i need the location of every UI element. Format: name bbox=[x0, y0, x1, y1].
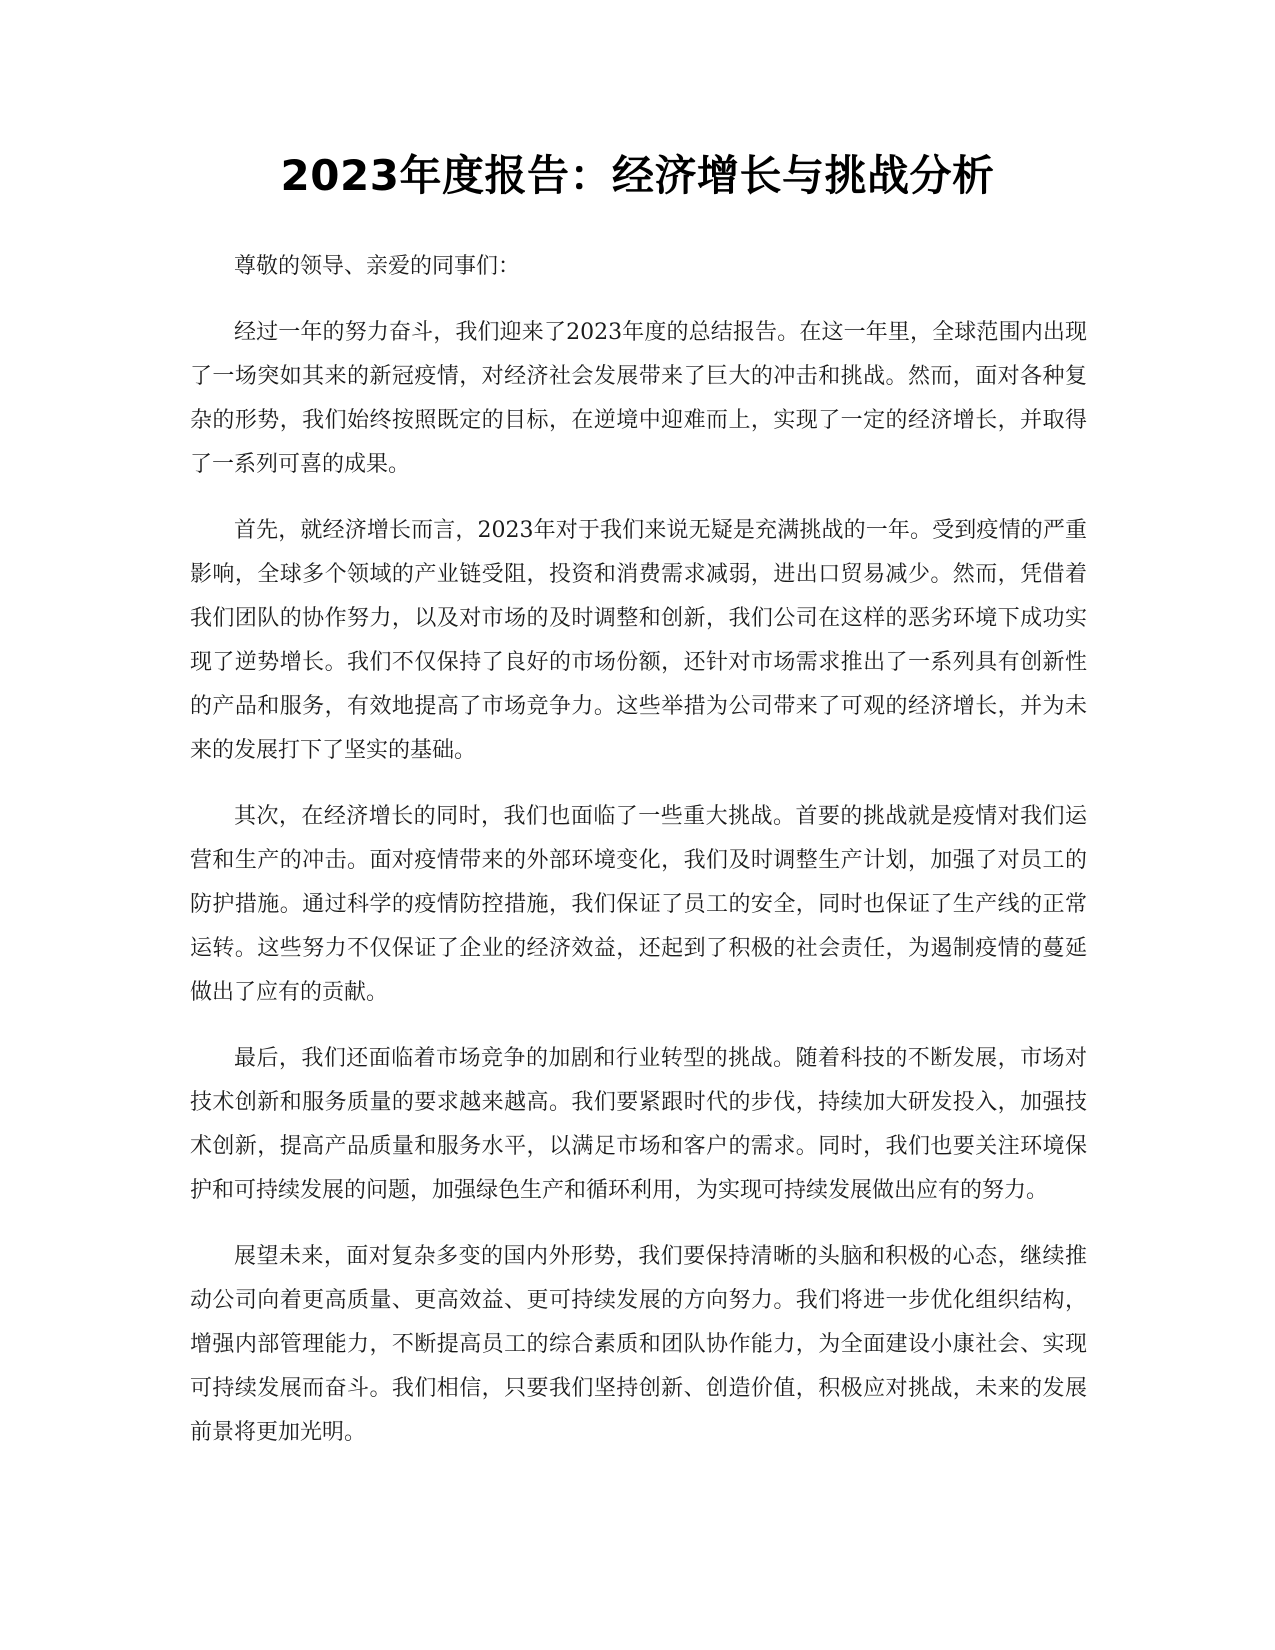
paragraph-intro: 经过一年的努力奋斗，我们迎来了2023年度的总结报告。在这一年里，全球范围内出现了一场突如其来的新冠疫情，对经济社会发展带来了巨大的冲击和挑战。然而，面对各种复杂的形势，我们始终按照既定的目标，在逆境中迎难而上，实现了一定的经济增长，并取得了一系列可喜的成果。 bbox=[190, 320, 1087, 477]
document-title: 2023年度报告：经济增长与挑战分析 bbox=[280, 151, 995, 200]
paragraph-outlook: 展望未来，面对复杂多变的国内外形势，我们要保持清晰的头脑和积极的心态，继续推动公司向着更高质量、更高效益、更可持续发展的方向努力。我们将进一步优化组织结构，增强内部管理能力，不断提高员工的综合素质和团队协作能力，为全面建设小康社会、实现可持续发展而奋斗。我们相信，只要我们坚持创新、创造价值，积极应对挑战，未来的发展前景将更加光明。 bbox=[190, 1244, 1087, 1445]
paragraph-challenges: 其次，在经济增长的同时，我们也面临了一些重大挑战。首要的挑战就是疫情对我们运营和生产的冲击。面对疫情带来的外部环境变化，我们及时调整生产计划，加强了对员工的防护措施。通过科学的疫情防控措施，我们保证了员工的安全，同时也保证了生产线的正常运转。这些努力不仅保证了企业的经济效益，还起到了积极的社会责任，为遏制疫情的蔓延做出了应有的贡献。 bbox=[190, 804, 1087, 1005]
paragraph-competition: 最后，我们还面临着市场竞争的加剧和行业转型的挑战。随着科技的不断发展，市场对技术创新和服务质量的要求越来越高。我们要紧跟时代的步伐，持续加大研发投入，加强技术创新，提高产品质量和服务水平，以满足市场和客户的需求。同时，我们也要关注环境保护和可持续发展的问题，加强绿色生产和循环利用，为实现可持续发展做出应有的努力。 bbox=[190, 1046, 1087, 1203]
salutation: 尊敬的领导、亲爱的同事们： bbox=[234, 254, 521, 279]
document-body bbox=[190, 245, 1087, 1477]
paragraph-growth: 首先，就经济增长而言，2023年对于我们来说无疑是充满挑战的一年。受到疫情的严重影响，全球多个领域的产业链受阻，投资和消费需求减弱，进出口贸易减少。然而，凭借着我们团队的协作努力，以及对市场的及时调整和创新，我们公司在这样的恶劣环境下成功实现了逆势增长。我们不仅保持了良好的市场份额，还针对市场需求推出了一系列具有创新性的产品和服务，有效地提高了市场竞争力。这些举措为公司带来了可观的经济增长，并为未来的发展打下了坚实的基础。 bbox=[190, 518, 1087, 763]
